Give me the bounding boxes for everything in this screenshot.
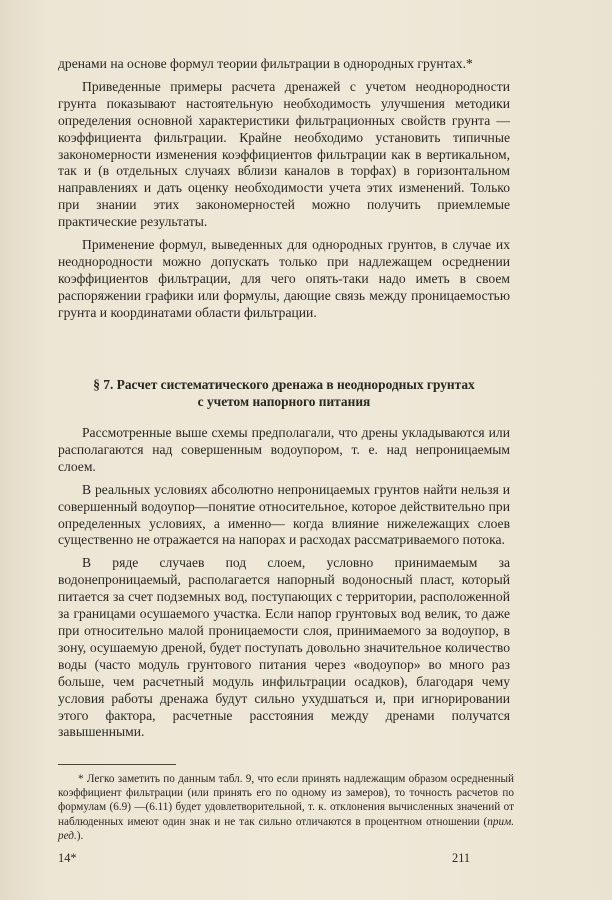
continuation-paragraph: дренами на основе формул теории фильтрации в однородных грунтах.* (58, 56, 473, 71)
paragraph-examples: Приведенные примеры расчета дренажей с учетом неоднородности грунта показывают настоятельную необходимость улучшения методики определения основной характеристики фильтрационных свойств грунта — коэффициента фильтрации. Крайне необходимо установить типичные закономерности изменения коэффициентов фильтрации как в вертикальном, так и (в отдельных случаях вблизи каналов в торфах) в горизонтальном направлениях и дать оценку необходимости учета этих изменений. Только при знании этих закономерностей можно получить приемлемые практические результаты. (58, 78, 510, 230)
lower-text-block (58, 425, 510, 741)
page-number: 211 (452, 851, 471, 865)
section-heading-line-2: с учетом напорного питания (197, 394, 371, 409)
footnote-editor-note: прим. ред. (58, 815, 514, 842)
footnote-divider (58, 764, 176, 765)
signature-mark: 14* (58, 851, 77, 865)
paragraph-pressure-aquifer: В ряде случаев под слоем, условно принимаемым за водонепроницаемый, располагается напорный водоносный пласт, который питается за счет подземных вод, поступающих с территории, расположенной за границами осушаемого участка. Если напор грунтовых вод велик, то даже при относительно малой проницаемости слоя, принимаемого за водоупор, в зону, осушаемую дреной, будет поступать довольно значительное количество воды (часто модуль грунтового питания через «водоупор» во много раз больше, чем расчетный модуль инфильтрации осадков), благодаря чему условия работы дренажа будут сильно ухудшаться и, при игнорировании этого фактора, расчетные расстояния между дренами получатся завышенными. (58, 555, 510, 740)
paragraph-real-conditions: В реальных условиях абсолютно непроницаемых грунтов найти нельзя и совершенный водоупор—понятие относительное, которое действительно при определенных условиях, а именно— когда влияние нижележащих слоев существенно не отражается на напорах и расходах рассматриваемого потока. (58, 481, 510, 548)
section-heading (58, 376, 510, 410)
upper-text-block (58, 56, 510, 322)
footnote-text: * Легко заметить по данным табл. 9, что если принять надлежащим образом осредненный коэффициент фильтрации (или принять его по одному из замеров), то точность расчетов по формулам (6.9) —(6.11) будет удовлетворительной, т. к. отклонения вычисленных значений от наблюденных имеют один знак и не так сильно отличаются в процентном отношении ( (58, 773, 514, 828)
paragraph-formulas: Применение формул, выведенных для однородных грунтов, в случае их неоднородности можно допускать только при надлежащем осреднении коэффициентов фильтрации, для чего опять-таки надо иметь в своем распоряжении графики или формулы, дающие связь между проницаемостью грунта и координатами области фильтрации. (58, 237, 510, 320)
footnote-closing: ). (76, 829, 84, 842)
footnote (58, 772, 514, 843)
paragraph-schemes: Рассмотренные выше схемы предполагали, что дрены укладываются или располагаются над совершенным водоупором, т. е. над непроницаемым слоем. (58, 425, 510, 474)
section-heading-line-1: § 7. Расчет систематического дренажа в неоднородных грунтах (93, 377, 475, 392)
